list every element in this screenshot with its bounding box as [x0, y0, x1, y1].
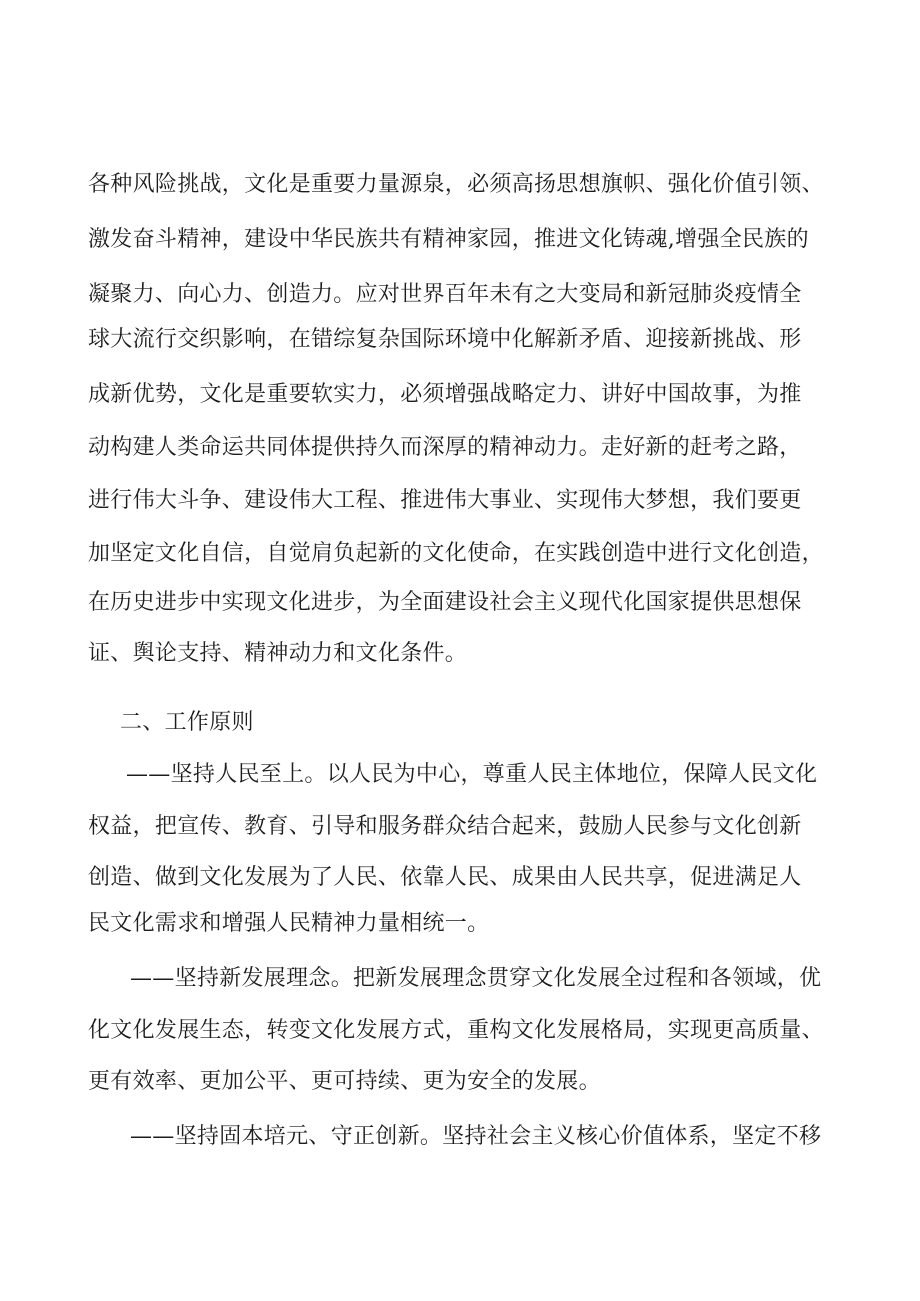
- text-line: 进行伟大斗争、建设伟大工程、推进伟大事业、实现伟大梦想，我们要更: [88, 488, 802, 513]
- text-line: 动构建人类命运共同体提供持久而深厚的精神动力。走好新的赶考之路，: [88, 435, 802, 460]
- text-line: 激发奋斗精神，建设中华民族共有精神家园，推进文化铸魂,增强全民族的: [88, 227, 809, 252]
- text-line: 球大流行交织影响，在错综复杂国际环境中化解新矛盾、迎接新挑战、形: [88, 327, 802, 352]
- text-line: 权益，把宣传、教育、引导和服务群众结合起来，鼓励人民参与文化创新: [88, 814, 802, 839]
- text-line: 化文化发展生态，转变文化发展方式，重构文化发展格局，实现更高质量、: [88, 1018, 824, 1043]
- text-line: 证、舆论支持、精神动力和文化条件。: [88, 641, 468, 666]
- text-line: 创造、做到文化发展为了人民、依靠人民、成果由人民共享，促进满足人: [88, 865, 802, 890]
- text-line: 凝聚力、向心力、创造力。应对世界百年未有之大变局和新冠肺炎疫情全: [88, 282, 802, 307]
- text-line: 在历史进步中实现文化进步，为全面建设社会主义现代化国家提供思想保: [88, 590, 802, 615]
- text-line: 民文化需求和增强人民精神力量相统一。: [88, 911, 490, 936]
- text-line: ——坚持人民至上。以人民为中心，尊重人民主体地位，保障人民文化: [126, 762, 818, 787]
- text-line: 各种风险挑战，文化是重要力量源泉，必须高扬思想旗帜、强化价值引领、: [88, 172, 824, 197]
- text-line: 更有效率、更加公平、更可持续、更为安全的发展。: [88, 1069, 601, 1094]
- text-line: ——坚持固本培元、守正创新。坚持社会主义核心价值体系，坚定不移: [130, 1124, 822, 1149]
- section-heading: 二、工作原则: [120, 710, 254, 735]
- text-line: 成新优势，文化是重要软实力，必须增强战略定力、讲好中国故事，为推: [88, 382, 802, 407]
- text-line: 加坚定文化自信，自觉肩负起新的文化使命，在实践创造中进行文化创造，: [88, 541, 824, 566]
- text-line: ——坚持新发展理念。把新发展理念贯穿文化发展全过程和各领域，优: [130, 966, 822, 991]
